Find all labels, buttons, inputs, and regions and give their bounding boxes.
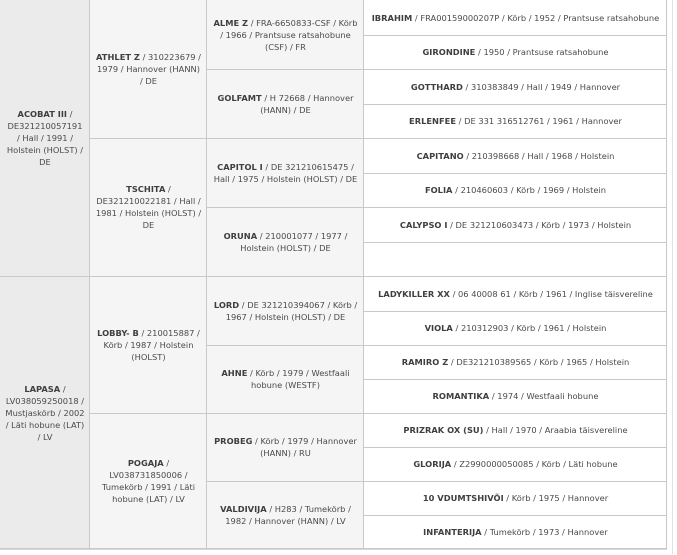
g4-cell-empty — [364, 242, 667, 276]
horse-name: ROMANTIKA — [432, 391, 490, 401]
grid-line — [364, 447, 667, 448]
horse-details: 210001077 / 1977 / Holstein (HOLST) / DE — [240, 230, 348, 253]
g4-cell: RAMIRO Z / DE321210389565 / Körb / 1965 / Holstein — [364, 345, 667, 379]
g3-cell: ALME Z / FRA-6650833-CSF / Körb / 1966 / Prantsuse ratsahobune (CSF) / FR — [207, 0, 364, 69]
grid-line — [90, 413, 667, 414]
horse-name: FOLIA — [424, 185, 453, 195]
g4-cell: ROMANTIKA / 1974 / Westfaali hobune — [364, 379, 667, 413]
horse-details: 310383849 / Hall / 1949 / Hannover — [470, 81, 621, 92]
horse-details: LV038059250018 / Mustjaskörb / 2002 / Läti hobune (LAT) / LV — [5, 395, 85, 442]
g4-cell: 10 VDUMTSHIVÕI / Körb / 1975 / Hannover — [364, 481, 667, 515]
grid-line — [363, 0, 364, 549]
grid-line — [364, 104, 667, 105]
grid-line — [364, 242, 667, 243]
horse-name: LORD — [213, 299, 240, 310]
g3-cell: VALDIVIJA / H283 / Tumekörb / 1982 / Hannover (HANN) / LV — [207, 481, 364, 549]
grid-line — [364, 311, 667, 312]
horse-name: ALME Z — [213, 17, 249, 28]
grid-line — [207, 207, 667, 208]
horse-details: Z2990000050085 / Körb / Läti hobune — [459, 459, 618, 469]
horse-details: DE321210022181 / Hall / 1981 / Holstein (HOLST) / DE — [95, 196, 202, 230]
horse-name: ERLENFEE — [409, 116, 457, 126]
horse-name: POGAJA — [127, 458, 164, 468]
horse-name: LADYKILLER XX — [378, 288, 450, 299]
horse-name: CALYPSO I — [399, 219, 448, 230]
g4-cell: GOTTHARD / 310383849 / Hall / 1949 / Hannover — [364, 69, 667, 104]
grid-line — [364, 379, 667, 380]
horse-name: TSCHITA — [126, 184, 166, 194]
horse-details: 1950 / Prantsuse ratsahobune — [483, 47, 609, 57]
g3-cell: LORD / DE 321210394067 / Körb / 1967 / Holstein (HOLST) / DE — [207, 276, 364, 345]
horse-name: INFANTERIJA — [423, 527, 482, 537]
horse-name: GOLFAMT — [217, 92, 262, 103]
horse-name: CAPITANO — [416, 150, 464, 161]
horse-details: 310223679 / 1979 / Hannover (HANN) / DE — [97, 52, 201, 86]
grid-line — [364, 173, 667, 174]
g3-cell: ORUNA / 210001077 / 1977 / Holstein (HOLST) / DE — [207, 207, 364, 276]
horse-name: AHNE — [221, 368, 248, 378]
g3-cell: GOLFAMT / H 72668 / Hannover (HANN) / DE — [207, 69, 364, 138]
scrollbar-track — [672, 0, 673, 554]
horse-details: DE 321210615475 / Hall / 1975 / Holstein (HOLST) / DE — [213, 161, 358, 184]
horse-name: PRIZRAK OX (SU) — [403, 425, 484, 435]
horse-details: 210015887 / Körb / 1987 / Holstein (HOLST) — [103, 327, 200, 362]
horse-details: Hall / 1970 / Araabia täisvereline — [491, 425, 628, 435]
grid-line — [0, 276, 667, 277]
horse-details: DE 331 316512761 / 1961 / Hannover — [464, 116, 622, 126]
g4-cell: PRIZRAK OX (SU) / Hall / 1970 / Araabia täisvereline — [364, 413, 667, 447]
horse-details: 210460603 / Körb / 1969 / Holstein — [460, 185, 607, 195]
g3-cell: PROBEG / Körb / 1979 / Hannover (HANN) / RU — [207, 413, 364, 481]
grid-line — [364, 35, 667, 36]
g4-cell: LADYKILLER XX / 06 40008 61 / Körb / 1961 / Inglise täisvereline — [364, 276, 667, 311]
horse-name: ATHLET Z — [96, 52, 140, 62]
g4-cell: CAPITANO / 210398668 / Hall / 1968 / Holstein — [364, 138, 667, 173]
g4-cell: CALYPSO I / DE 321210603473 / Körb / 1973 / Holstein — [364, 207, 667, 242]
g4-cell: FOLIA / 210460603 / Körb / 1969 / Holstein — [364, 173, 667, 207]
horse-details: DE 321210394067 / Körb / 1967 / Holstein (HOLST) / DE — [225, 299, 358, 322]
horse-name: ACOBAT III — [17, 109, 68, 119]
grid-line — [207, 69, 667, 70]
grid-line — [206, 0, 207, 549]
g4-cell: INFANTERIJA / Tumekörb / 1973 / Hannover — [364, 515, 667, 549]
horse-details: H283 / Tumekörb / 1982 / Hannover (HANN) / LV — [225, 504, 351, 526]
horse-name: LAPASA — [24, 383, 61, 394]
horse-details: 1974 / Westfaali hobune — [497, 391, 599, 401]
horse-name: VIOLA — [424, 323, 453, 333]
horse-details: LV038731850006 / Tumekörb / 1991 / Läti hobune (LAT) / LV — [101, 470, 196, 504]
horse-name: LOBBY- B — [97, 327, 139, 338]
horse-details: 210398668 / Hall / 1968 / Holstein — [471, 150, 615, 161]
horse-name: CAPITOL I — [217, 161, 263, 172]
grid-line — [364, 515, 667, 516]
horse-name: PROBEG — [214, 436, 253, 446]
horse-name: GIRONDINE — [422, 47, 476, 57]
horse-name: ORUNA — [223, 230, 258, 241]
horse-name: RAMIRO Z — [401, 357, 449, 367]
g1-dam-cell: LAPASA / LV038059250018 / Mustjaskörb / 2002 / Läti hobune (LAT) / LV — [0, 276, 90, 549]
horse-details: H 72668 / Hannover (HANN) / DE — [260, 92, 354, 115]
horse-details: 06 40008 61 / Körb / 1961 / Inglise täisvereline — [458, 288, 653, 299]
horse-details: Körb / 1979 / Hannover (HANN) / RU — [260, 436, 357, 458]
horse-name: IBRAHIM — [371, 12, 413, 23]
horse-details: Tumekörb / 1973 / Hannover — [489, 527, 608, 537]
g3-cell: AHNE / Körb / 1979 / Westfaali hobune (WESTF) — [207, 345, 364, 413]
g4-cell: ERLENFEE / DE 331 316512761 / 1961 / Hannover — [364, 104, 667, 138]
g2-cell: ATHLET Z / 310223679 / 1979 / Hannover (HANN) / DE — [90, 0, 207, 138]
horse-name: 10 VDUMTSHIVÕI — [422, 493, 504, 503]
horse-details: DE 321210603473 / Körb / 1973 / Holstein — [455, 219, 632, 230]
grid-line — [207, 481, 667, 482]
horse-details: DE321210389565 / Körb / 1965 / Holstein — [456, 357, 630, 367]
g3-cell: CAPITOL I / DE 321210615475 / Hall / 1975 / Holstein (HOLST) / DE — [207, 138, 364, 207]
horse-name: VALDIVIJA — [220, 504, 267, 514]
horse-details: FRA00159000207P / Körb / 1952 / Prantsuse ratsahobune — [420, 12, 660, 23]
g2-cell: LOBBY- B / 210015887 / Körb / 1987 / Holstein (HOLST) — [90, 276, 207, 413]
g2-cell: POGAJA / LV038731850006 / Tumekörb / 1991 / Läti hobune (LAT) / LV — [90, 413, 207, 549]
g4-cell: GIRONDINE / 1950 / Prantsuse ratsahobune — [364, 35, 667, 69]
horse-details: 210312903 / Körb / 1961 / Holstein — [460, 323, 607, 333]
horse-details: FRA-6650833-CSF / Körb / 1966 / Prantsuse ratsahobune (CSF) / FR — [220, 17, 358, 52]
grid-line — [89, 0, 90, 549]
g1-sire-cell: ACOBAT III / DE321210057191 / Hall / 1991 / Holstein (HOLST) / DE — [0, 0, 90, 276]
grid-line — [90, 138, 667, 139]
page-bottom-edge — [0, 549, 667, 555]
g4-cell: IBRAHIM / FRA00159000207P / Körb / 1952 / Prantsuse ratsahobune — [364, 0, 667, 35]
horse-details: DE321210057191 / Hall / 1991 / Holstein (HOLST) / DE — [6, 121, 84, 167]
horse-details: Körb / 1979 / Westfaali hobune (WESTF) — [251, 368, 350, 390]
horse-name: GOTTHARD — [410, 81, 463, 92]
g2-cell: TSCHITA / DE321210022181 / Hall / 1981 / Holstein (HOLST) / DE — [90, 138, 207, 276]
horse-details: Körb / 1975 / Hannover — [511, 493, 609, 503]
g4-cell: GLORIJA / Z2990000050085 / Körb / Läti hobune — [364, 447, 667, 481]
grid-line — [207, 345, 667, 346]
g4-cell: VIOLA / 210312903 / Körb / 1961 / Holstein — [364, 311, 667, 345]
horse-name: GLORIJA — [413, 459, 452, 469]
